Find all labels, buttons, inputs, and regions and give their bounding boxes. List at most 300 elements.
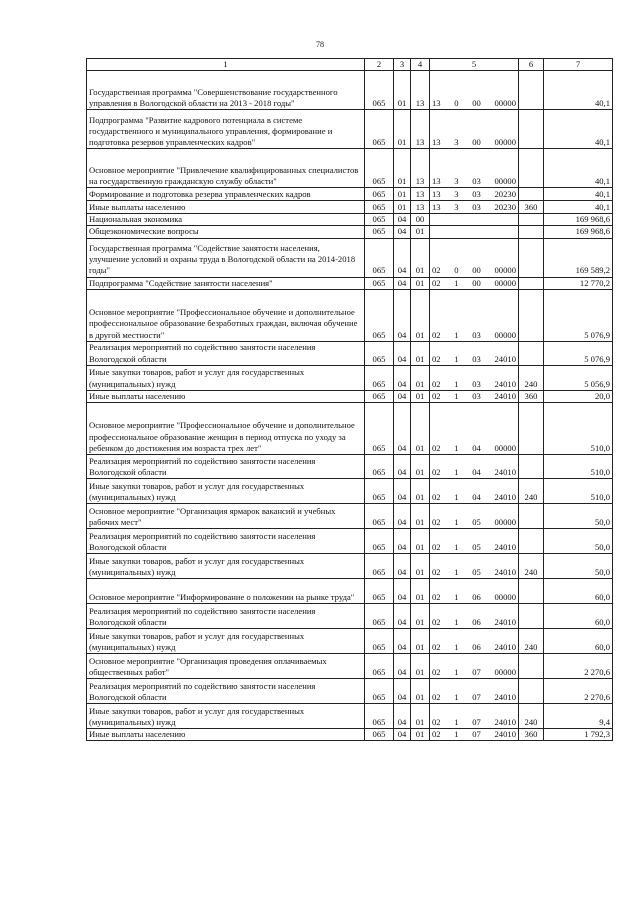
row-name-cell: Реализация мероприятий по содействию занятости населения Вологодской области (87, 341, 365, 365)
row-name-cell: Подпрограмма "Содействие занятости населения" (87, 277, 365, 289)
target-article-part: 03 (472, 189, 481, 199)
row-name-cell: Государственная программа "Содействие занятости населения, улучшение условий и охраны труда в Вологодской области на 2014-2018 годы" (87, 238, 365, 277)
target-article-part: 1 (454, 666, 459, 677)
target-article-part: 1 (454, 353, 459, 364)
target-article-part: 00000 (494, 277, 516, 288)
target-article-part: 05 (472, 516, 481, 527)
expense-type-cell (519, 214, 544, 226)
target-article-part: 24010 (494, 641, 516, 652)
amount-cell: 40,1 (544, 71, 613, 110)
row-name-cell: Реализация мероприятий по содействию занятости населения Вологодской области (87, 454, 365, 478)
table-row (87, 226, 613, 238)
code-cell: 04 (394, 238, 411, 277)
target-article-part: 02 (432, 566, 441, 577)
table-row (87, 201, 613, 214)
code-cell: 01 (411, 454, 430, 478)
target-article-part: 03 (472, 378, 481, 389)
target-article-part: 06 (472, 616, 481, 627)
target-article-cell (430, 678, 519, 703)
table-row (87, 603, 613, 628)
amount-cell: 40,1 (544, 149, 613, 188)
target-article-part: 02 (432, 353, 441, 364)
amount-cell: 5 056,9 (544, 365, 613, 390)
code-cell: 04 (394, 728, 411, 740)
code-cell: 065 (365, 653, 394, 678)
code-cell: 00 (411, 214, 430, 226)
target-article-part: 20230 (494, 189, 516, 199)
target-article-cell (430, 553, 519, 578)
target-article-part: 06 (472, 641, 481, 652)
code-cell: 065 (365, 149, 394, 188)
row-name-cell: Иные выплаты населению (87, 390, 365, 402)
code-cell: 04 (394, 703, 411, 728)
target-article-part: 00000 (494, 176, 516, 186)
table-row (87, 402, 613, 454)
target-article-part: 13 (432, 176, 441, 186)
target-article-part: 1 (454, 378, 459, 389)
row-name-cell: Национальная экономика (87, 214, 365, 226)
table-row (87, 478, 613, 503)
column-header: 5 (430, 59, 519, 71)
target-article-part: 00000 (494, 265, 516, 276)
target-article-part: 02 (432, 390, 441, 401)
code-cell: 065 (365, 226, 394, 238)
code-cell: 04 (394, 341, 411, 365)
target-article-part: 3 (454, 137, 459, 147)
target-article-cell (430, 402, 519, 454)
target-article-part: 03 (472, 390, 481, 401)
target-article-part: 06 (472, 591, 481, 602)
code-cell: 01 (411, 277, 430, 289)
target-article-cell (430, 238, 519, 277)
row-name-cell: Иные закупки товаров, работ и услуг для государственных (муниципальных) нужд (87, 478, 365, 503)
target-article-part: 1 (454, 466, 459, 477)
target-article-part: 02 (432, 466, 441, 477)
amount-cell: 60,0 (544, 578, 613, 603)
target-article-part: 3 (454, 202, 459, 212)
target-article-cell (430, 201, 519, 214)
amount-cell: 5 076,9 (544, 289, 613, 341)
code-cell: 065 (365, 277, 394, 289)
row-name-cell: Реализация мероприятий по содействию занятости населения Вологодской области (87, 678, 365, 703)
target-article-cell (430, 703, 519, 728)
amount-cell: 40,1 (544, 110, 613, 149)
target-article-part: 02 (432, 265, 441, 276)
code-cell: 01 (411, 528, 430, 553)
column-header: 6 (519, 59, 544, 71)
expense-type-cell (519, 238, 544, 277)
row-name-cell: Основное мероприятие "Информирование о положении на рынке труда" (87, 578, 365, 603)
target-article-part: 03 (472, 176, 481, 186)
row-name-cell: Иные закупки товаров, работ и услуг для государственных (муниципальных) нужд (87, 628, 365, 653)
target-article-cell (430, 214, 519, 226)
code-cell: 01 (411, 238, 430, 277)
target-article-part: 00 (472, 265, 481, 276)
code-cell: 01 (411, 553, 430, 578)
target-article-part: 02 (432, 541, 441, 552)
code-cell: 04 (394, 628, 411, 653)
amount-cell: 169 968,6 (544, 226, 613, 238)
column-header: 1 (87, 59, 365, 71)
target-article-cell (430, 71, 519, 110)
expense-type-cell (519, 71, 544, 110)
target-article-cell (430, 653, 519, 678)
code-cell: 01 (411, 365, 430, 390)
expense-type-cell (519, 653, 544, 678)
code-cell: 065 (365, 503, 394, 528)
code-cell: 065 (365, 71, 394, 110)
code-cell: 04 (394, 528, 411, 553)
target-article-part: 24010 (494, 390, 516, 401)
target-article-cell (430, 277, 519, 289)
table-row (87, 578, 613, 603)
target-article-part: 04 (472, 442, 481, 453)
target-article-part: 1 (454, 491, 459, 502)
code-cell: 13 (411, 201, 430, 214)
expense-type-cell (519, 454, 544, 478)
code-cell: 065 (365, 188, 394, 201)
expense-type-cell (519, 188, 544, 201)
code-cell: 065 (365, 553, 394, 578)
target-article-part: 02 (432, 516, 441, 527)
table-row (87, 149, 613, 188)
target-article-part: 1 (454, 442, 459, 453)
target-article-part: 02 (432, 716, 441, 727)
row-name-cell: Основное мероприятие "Привлечение квалифицированных специалистов на государственную гражданскую службу области" (87, 149, 365, 188)
target-article-cell (430, 188, 519, 201)
target-article-cell (430, 478, 519, 503)
table-row (87, 553, 613, 578)
code-cell: 01 (394, 110, 411, 149)
target-article-part: 24010 (494, 716, 516, 727)
target-article-part: 1 (454, 329, 459, 340)
code-cell: 065 (365, 628, 394, 653)
code-cell: 065 (365, 402, 394, 454)
code-cell: 04 (394, 603, 411, 628)
column-header: 4 (411, 59, 430, 71)
target-article-part: 1 (454, 616, 459, 627)
code-cell: 04 (394, 478, 411, 503)
code-cell: 04 (394, 578, 411, 603)
table-header-row (87, 59, 613, 71)
target-article-part: 1 (454, 566, 459, 577)
table-row (87, 454, 613, 478)
expense-type-cell: 360 (519, 201, 544, 214)
target-article-part: 00000 (494, 329, 516, 340)
target-article-part: 02 (432, 616, 441, 627)
row-name-cell: Иные закупки товаров, работ и услуг для государственных (муниципальных) нужд (87, 365, 365, 390)
table-row (87, 678, 613, 703)
code-cell: 01 (411, 728, 430, 740)
amount-cell: 1 792,3 (544, 728, 613, 740)
code-cell: 04 (394, 289, 411, 341)
code-cell: 01 (411, 478, 430, 503)
row-name-cell: Государственная программа "Совершенствование государственного управления в Вологодской области на 2013 - 2018 годы" (87, 71, 365, 110)
table-row (87, 628, 613, 653)
expense-type-cell (519, 603, 544, 628)
target-article-part: 02 (432, 641, 441, 652)
code-cell: 065 (365, 603, 394, 628)
code-cell: 065 (365, 110, 394, 149)
amount-cell: 510,0 (544, 402, 613, 454)
table-row (87, 238, 613, 277)
target-article-part: 04 (472, 466, 481, 477)
target-article-part: 1 (454, 277, 459, 288)
target-article-part: 00000 (494, 666, 516, 677)
amount-cell: 60,0 (544, 628, 613, 653)
target-article-part: 1 (454, 591, 459, 602)
target-article-part: 1 (454, 641, 459, 652)
table-body (87, 71, 613, 741)
target-article-cell (430, 628, 519, 653)
expense-type-cell: 240 (519, 553, 544, 578)
row-name-cell: Иные выплаты населению (87, 728, 365, 740)
table-row (87, 390, 613, 402)
target-article-cell (430, 503, 519, 528)
table-row (87, 277, 613, 289)
code-cell: 065 (365, 289, 394, 341)
target-article-cell (430, 149, 519, 188)
expense-type-cell: 360 (519, 390, 544, 402)
amount-cell: 40,1 (544, 201, 613, 214)
amount-cell: 20,0 (544, 390, 613, 402)
target-article-part: 24010 (494, 728, 516, 739)
expense-type-cell (519, 110, 544, 149)
row-name-cell: Реализация мероприятий по содействию занятости населения Вологодской области (87, 528, 365, 553)
target-article-part: 13 (432, 202, 441, 212)
amount-cell: 40,1 (544, 188, 613, 201)
target-article-part: 24010 (494, 466, 516, 477)
target-article-cell (430, 390, 519, 402)
expense-type-cell (519, 277, 544, 289)
expense-type-cell (519, 578, 544, 603)
code-cell: 01 (411, 603, 430, 628)
target-article-part: 02 (432, 277, 441, 288)
code-cell: 01 (411, 503, 430, 528)
code-cell: 13 (411, 71, 430, 110)
amount-cell: 169 589,2 (544, 238, 613, 277)
column-header: 2 (365, 59, 394, 71)
code-cell: 065 (365, 454, 394, 478)
code-cell: 065 (365, 678, 394, 703)
target-article-part: 03 (472, 353, 481, 364)
target-article-part: 24010 (494, 616, 516, 627)
target-article-cell (430, 226, 519, 238)
target-article-part: 07 (472, 691, 481, 702)
row-name-cell: Иные выплаты населению (87, 201, 365, 214)
amount-cell: 50,0 (544, 528, 613, 553)
target-article-part: 02 (432, 691, 441, 702)
code-cell: 01 (411, 390, 430, 402)
amount-cell: 50,0 (544, 503, 613, 528)
target-article-part: 05 (472, 566, 481, 577)
target-article-part: 00000 (494, 591, 516, 602)
amount-cell: 12 770,2 (544, 277, 613, 289)
target-article-cell (430, 289, 519, 341)
code-cell: 01 (411, 226, 430, 238)
target-article-cell (430, 454, 519, 478)
expense-type-cell (519, 528, 544, 553)
code-cell: 04 (394, 365, 411, 390)
table-row (87, 728, 613, 740)
code-cell: 065 (365, 528, 394, 553)
target-article-part: 02 (432, 666, 441, 677)
target-article-part: 0 (454, 98, 459, 108)
expense-type-cell (519, 503, 544, 528)
code-cell: 04 (394, 402, 411, 454)
expense-type-cell: 240 (519, 703, 544, 728)
target-article-part: 07 (472, 666, 481, 677)
table-row (87, 110, 613, 149)
code-cell: 01 (411, 653, 430, 678)
code-cell: 04 (394, 503, 411, 528)
amount-cell: 5 076,9 (544, 341, 613, 365)
target-article-part: 1 (454, 691, 459, 702)
target-article-part: 3 (454, 176, 459, 186)
target-article-part: 00000 (494, 137, 516, 147)
expense-type-cell (519, 341, 544, 365)
target-article-part: 13 (432, 137, 441, 147)
code-cell: 065 (365, 214, 394, 226)
expense-type-cell: 360 (519, 728, 544, 740)
target-article-part: 07 (472, 728, 481, 739)
target-article-part: 1 (454, 516, 459, 527)
target-article-part: 02 (432, 591, 441, 602)
code-cell: 065 (365, 478, 394, 503)
code-cell: 065 (365, 728, 394, 740)
row-name-cell: Формирование и подготовка резерва управленческих кадров (87, 188, 365, 201)
table-row (87, 528, 613, 553)
expense-type-cell (519, 226, 544, 238)
target-article-part: 1 (454, 390, 459, 401)
target-article-part: 1 (454, 716, 459, 727)
target-article-part: 03 (472, 202, 481, 212)
code-cell: 04 (394, 390, 411, 402)
target-article-part: 20230 (494, 202, 516, 212)
row-name-cell: Реализация мероприятий по содействию занятости населения Вологодской области (87, 603, 365, 628)
amount-cell: 9,4 (544, 703, 613, 728)
target-article-cell (430, 578, 519, 603)
code-cell: 01 (411, 678, 430, 703)
code-cell: 04 (394, 214, 411, 226)
target-article-part: 1 (454, 541, 459, 552)
code-cell: 04 (394, 454, 411, 478)
row-name-cell: Основное мероприятие "Профессиональное обучение и дополнительное профессиональное образование безработных граждан, включая обучение в другой местности" (87, 289, 365, 341)
expense-type-cell (519, 678, 544, 703)
target-article-part: 00000 (494, 442, 516, 453)
row-name-cell: Основное мероприятие "Организация проведения оплачиваемых общественных работ" (87, 653, 365, 678)
table-row (87, 188, 613, 201)
row-name-cell: Подпрограмма "Развитие кадрового потенциала в системе государственного и муниципального управления, формирование и подготовка резервов управленческих кадров" (87, 110, 365, 149)
target-article-part: 1 (454, 728, 459, 739)
code-cell: 065 (365, 703, 394, 728)
row-name-cell: Основное мероприятие "Профессиональное обучение и дополнительное профессиональное образование женщин в период отпуска по уходу за ребенком до достижения им возраста трех лет" (87, 402, 365, 454)
target-article-part: 00000 (494, 516, 516, 527)
table-row (87, 703, 613, 728)
expense-type-cell: 240 (519, 365, 544, 390)
target-article-part: 13 (432, 98, 441, 108)
code-cell: 13 (411, 188, 430, 201)
target-article-cell (430, 603, 519, 628)
code-cell: 01 (394, 149, 411, 188)
code-cell: 01 (411, 341, 430, 365)
target-article-part: 13 (432, 189, 441, 199)
target-article-part: 24010 (494, 378, 516, 389)
expense-type-cell: 240 (519, 628, 544, 653)
target-article-part: 04 (472, 491, 481, 502)
code-cell: 13 (411, 149, 430, 188)
code-cell: 065 (365, 341, 394, 365)
amount-cell: 510,0 (544, 478, 613, 503)
row-name-cell: Основное мероприятие "Организация ярмарок вакансий и учебных рабочих мест" (87, 503, 365, 528)
target-article-part: 24010 (494, 541, 516, 552)
table-row (87, 71, 613, 110)
code-cell: 01 (394, 188, 411, 201)
table-row (87, 503, 613, 528)
code-cell: 04 (394, 226, 411, 238)
table-row (87, 365, 613, 390)
code-cell: 065 (365, 390, 394, 402)
table-row (87, 214, 613, 226)
expense-type-cell (519, 289, 544, 341)
code-cell: 065 (365, 201, 394, 214)
amount-cell: 60,0 (544, 603, 613, 628)
expense-type-cell (519, 149, 544, 188)
code-cell: 04 (394, 553, 411, 578)
target-article-part: 24010 (494, 491, 516, 502)
code-cell: 065 (365, 365, 394, 390)
amount-cell: 50,0 (544, 553, 613, 578)
target-article-part: 24010 (494, 353, 516, 364)
target-article-part: 02 (432, 329, 441, 340)
expense-type-cell: 240 (519, 478, 544, 503)
target-article-part: 24010 (494, 691, 516, 702)
row-name-cell: Иные закупки товаров, работ и услуг для государственных (муниципальных) нужд (87, 553, 365, 578)
amount-cell: 169 968,6 (544, 214, 613, 226)
target-article-part: 24010 (494, 566, 516, 577)
code-cell: 01 (411, 703, 430, 728)
target-article-part: 00000 (494, 98, 516, 108)
target-article-part: 3 (454, 189, 459, 199)
target-article-cell (430, 110, 519, 149)
code-cell: 01 (411, 628, 430, 653)
budget-table (86, 58, 613, 741)
amount-cell: 2 270,6 (544, 653, 613, 678)
code-cell: 01 (411, 289, 430, 341)
target-article-cell (430, 365, 519, 390)
target-article-part: 02 (432, 442, 441, 453)
page-number: 78 (316, 40, 324, 49)
target-article-part: 07 (472, 716, 481, 727)
target-article-part: 02 (432, 728, 441, 739)
code-cell: 04 (394, 653, 411, 678)
row-name-cell: Иные закупки товаров, работ и услуг для государственных (муниципальных) нужд (87, 703, 365, 728)
target-article-cell (430, 341, 519, 365)
row-name-cell: Общеэкономические вопросы (87, 226, 365, 238)
column-header: 3 (394, 59, 411, 71)
code-cell: 01 (394, 71, 411, 110)
code-cell: 04 (394, 277, 411, 289)
expense-type-cell (519, 402, 544, 454)
code-cell: 04 (394, 678, 411, 703)
target-article-part: 00 (472, 98, 481, 108)
target-article-part: 0 (454, 265, 459, 276)
table-row (87, 653, 613, 678)
target-article-cell (430, 728, 519, 740)
column-header: 7 (544, 59, 613, 71)
amount-cell: 510,0 (544, 454, 613, 478)
target-article-part: 03 (472, 329, 481, 340)
